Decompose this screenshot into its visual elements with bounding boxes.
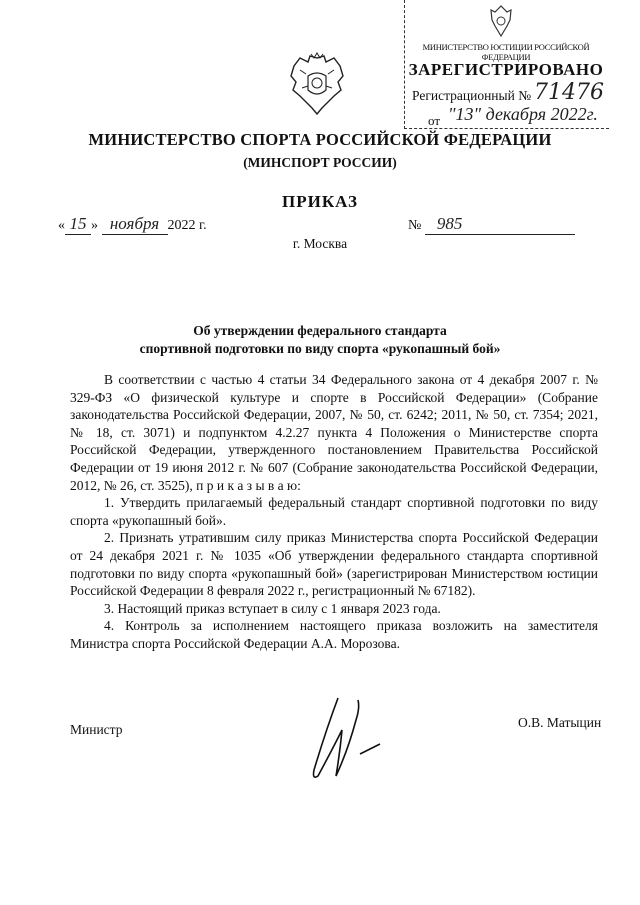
- body-item-3: 3. Настоящий приказ вступает в силу с 1 января 2023 года.: [104, 600, 441, 616]
- signatory-title: Министр: [70, 722, 123, 737]
- order-date: [58, 214, 207, 235]
- number-label: №: [408, 218, 422, 233]
- subject-line-2: спортивной подготовки по виду спорта «рукопашный бой»: [139, 341, 501, 356]
- number-value: 985: [425, 214, 575, 235]
- body-item-1: 1. Утвердить прилагаемый федеральный стандарт спортивной подготовки по виду спорта «рукопашный бой».: [70, 495, 598, 528]
- ministry-name: МИНИСТЕРСТВО СПОРТА РОССИЙСКОЙ ФЕДЕРАЦИИ: [88, 130, 552, 149]
- stamp-status: ЗАРЕГИСТРИРОВАНО: [408, 60, 604, 79]
- document-type: ПРИКАЗ: [282, 192, 358, 211]
- coat-of-arms-icon: [288, 52, 346, 118]
- stamp-reg-label: Регистрационный №: [412, 88, 532, 103]
- date-year: 2022 г.: [167, 218, 207, 233]
- ministry-short-name: (МИНСПОРТ РОССИИ): [243, 155, 397, 170]
- body-item-2: 2. Признать утратившим силу приказ Министерства спорта Российской Федерации от 24 декабря 2021 г. № 1035 «Об утверждении федерального стандарта спортивной подготовки по виду спорта «рукопашный бой» (зарегистрирован Министерством юстиции Российской Федерации 8 февраля 2022 г., регистрационный № 67182).: [70, 530, 598, 599]
- stamp-reg-number: 71476: [534, 80, 604, 105]
- stamp-date-value: "13" декабря 2022г.: [448, 104, 598, 124]
- body-item-4: 4. Контроль за исполнением настоящего приказа возложить на заместителя Министра спорта Российской Федерации А.А. Морозова.: [70, 618, 598, 651]
- stamp-ministry: МИНИСТЕРСТВО ЮСТИЦИИ РОССИЙСКОЙ ФЕДЕРАЦИИ: [422, 42, 590, 62]
- order-number: [408, 214, 575, 235]
- handwritten-signature: [296, 690, 396, 790]
- date-month: ноября: [102, 214, 168, 235]
- order-body: [70, 371, 598, 653]
- order-subject: [0, 322, 640, 358]
- date-close-quote: »: [91, 218, 98, 233]
- date-open-quote: «: [58, 218, 65, 233]
- body-intro: В соответствии с частью 4 статьи 34 Федерального закона от 4 декабря 2007 г. № 329-ФЗ «О физической культуре и спорте в Российской Федерации» (Собрание законодательства Российской Федерации, 2007, № 50, ст. 6242; 2011, № 50, ст. 7354; 2021, № 18, ст. 3071) и подпунктом 4.2.27 пункта 4 Положения о Министерстве спорта Российской Федерации, утвержденного постановлением Правительства Российской Федерации от 19 июня 2012 г. № 607 (Собрание законодательства Российской Федерации, 2012, № 26, ст. 3525), п р и к а з ы в а ю:: [70, 372, 598, 493]
- stamp-date-label: от: [428, 113, 441, 128]
- coat-of-arms-icon: [486, 2, 516, 40]
- date-day: 15: [65, 214, 91, 235]
- signatory-name: О.В. Матыцин: [518, 715, 602, 730]
- city: г. Москва: [292, 236, 348, 251]
- subject-line-1: Об утверждении федерального стандарта: [193, 323, 447, 338]
